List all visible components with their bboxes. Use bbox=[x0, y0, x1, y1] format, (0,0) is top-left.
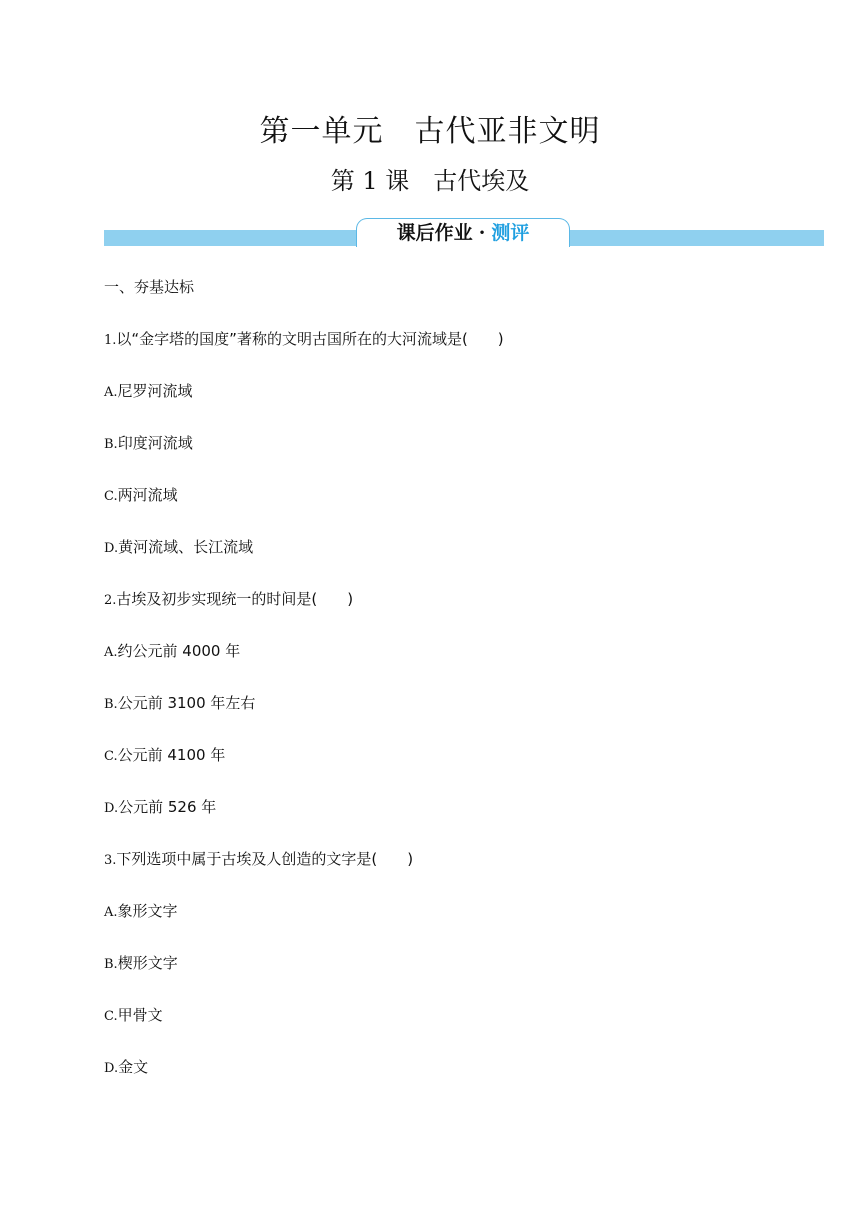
question-line bbox=[104, 328, 504, 352]
banner-label-accent: 测评 bbox=[491, 222, 530, 244]
line-text: 约公元前 4000 年 bbox=[117, 642, 241, 660]
unit-title: 第一单元 古代亚非文明 bbox=[259, 114, 601, 149]
option-line bbox=[104, 380, 193, 404]
line-text: 公元前 4100 年 bbox=[117, 746, 226, 764]
banner-tab bbox=[356, 218, 570, 247]
line-text: 公元前 526 年 bbox=[118, 798, 217, 816]
line-text: 尼罗河流域 bbox=[117, 382, 193, 400]
line-prefix: C. bbox=[104, 749, 118, 764]
line-prefix: C. bbox=[104, 1009, 118, 1024]
option-line bbox=[104, 744, 225, 768]
line-prefix: A. bbox=[104, 645, 118, 660]
line-prefix: C. bbox=[104, 489, 118, 504]
line-prefix: A. bbox=[104, 385, 118, 400]
line-prefix: D. bbox=[104, 1061, 119, 1076]
line-prefix: B. bbox=[104, 437, 118, 452]
line-text: 印度河流域 bbox=[117, 434, 193, 452]
option-line bbox=[104, 536, 253, 560]
option-line bbox=[104, 952, 178, 976]
option-line bbox=[104, 640, 240, 664]
line-text: 楔形文字 bbox=[117, 954, 178, 972]
line-text: 公元前 3100 年左右 bbox=[117, 694, 256, 712]
line-text: 古埃及初步实现统一的时间是( ) bbox=[116, 590, 354, 608]
option-line bbox=[104, 432, 193, 456]
line-prefix: D. bbox=[104, 801, 119, 816]
lesson-title: 第 1 课 古代埃及 bbox=[330, 167, 530, 195]
line-text: 甲骨文 bbox=[117, 1006, 163, 1024]
question-line bbox=[104, 848, 413, 872]
line-prefix: D. bbox=[104, 541, 119, 556]
banner-label-main: 课后作业 bbox=[396, 222, 473, 244]
line-text: 象形文字 bbox=[117, 902, 178, 920]
line-prefix: B. bbox=[104, 957, 118, 972]
line-text: 黄河流域、长江流域 bbox=[118, 538, 254, 556]
line-text: 以“金字塔的国度”著称的文明古国所在的大河流域是( ) bbox=[116, 330, 504, 348]
option-line bbox=[104, 484, 178, 508]
line-prefix: A. bbox=[104, 905, 118, 920]
option-line bbox=[104, 900, 178, 924]
question-line bbox=[104, 588, 353, 612]
line-prefix: 1. bbox=[104, 333, 117, 348]
line-prefix: B. bbox=[104, 697, 118, 712]
line-text: 下列选项中属于古埃及人创造的文字是( ) bbox=[116, 850, 414, 868]
section-heading: 一、夯基达标 bbox=[104, 278, 195, 296]
option-line bbox=[104, 692, 255, 716]
option-line bbox=[104, 1056, 148, 1080]
line-text: 金文 bbox=[118, 1058, 149, 1076]
line-prefix: 2. bbox=[104, 593, 117, 608]
banner-separator: · bbox=[478, 222, 486, 244]
line-prefix: 3. bbox=[104, 853, 117, 868]
option-line bbox=[104, 796, 216, 820]
option-line bbox=[104, 1004, 163, 1028]
line-text: 两河流域 bbox=[117, 486, 178, 504]
